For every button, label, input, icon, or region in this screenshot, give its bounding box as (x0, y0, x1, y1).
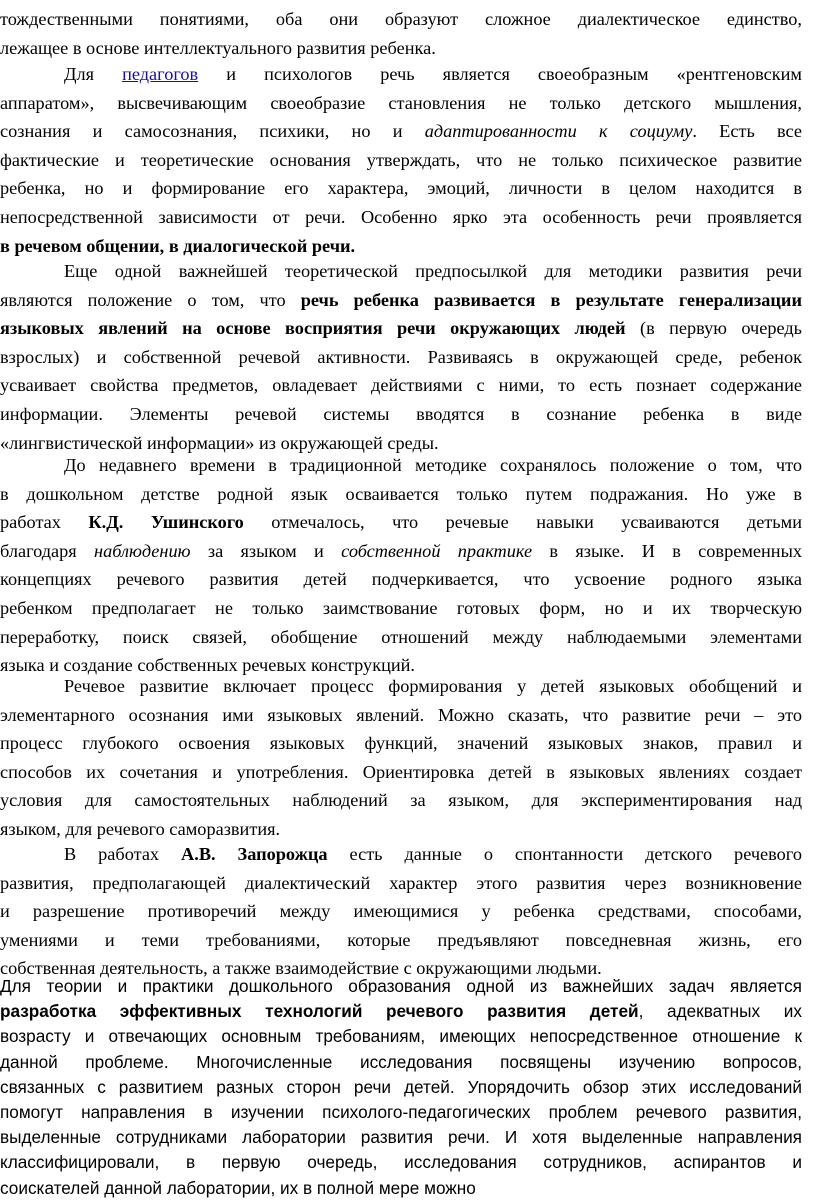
text-line (0, 1024, 802, 1049)
text-line (0, 1150, 802, 1175)
text-line (64, 258, 802, 285)
text-line (0, 90, 802, 117)
text-run: непосредственной зависимости от речи. Особенно ярко эта особенность речи проявляется (0, 207, 802, 227)
text-run: помогут направления в изучении психолого-педагогических проблем речевого развития, (0, 1102, 802, 1122)
bold-text: в речевом общении, в диалогической речи. (0, 235, 356, 256)
text-run: возрасту и отвечающих основным требованиям, имеющих непосредственное отношение к (0, 1026, 802, 1047)
italic-text: собственной практике (341, 540, 533, 561)
text-run: ребенком предполагает не только заимствование готовых форм, но и их творческую (0, 598, 802, 618)
text-run: языка и создание собственных речевых конструкций. (0, 655, 416, 676)
bold-text: языковых явлений на основе восприятия речи окружающих людей (0, 318, 626, 339)
text-line (0, 344, 802, 371)
text-run: переработку, поиск связей, обобщение отношений между наблюдаемыми элементами (0, 626, 802, 647)
text-line (0, 35, 802, 62)
text-run: умениями и теми требованиями, которые предъявляют повседневная жизнь, его (0, 929, 802, 950)
text-line (0, 624, 802, 651)
bold-text: речь ребенка развивается в результате генерализации (300, 289, 802, 310)
text-line (0, 538, 802, 565)
text-line (0, 730, 802, 757)
text-run: взрослых) и собственной речевой активности. Развиваясь в окружающей среде, ребенок (0, 346, 802, 367)
text-run: фактические и теоретические основания утверждать, что не только психическое развитие (0, 149, 802, 170)
text-line (0, 118, 802, 145)
italic-text: адаптированности к социуму (424, 121, 693, 142)
text-run: Речевое развитие включает процесс формирования у детей языковых обобщений и (64, 676, 802, 696)
text-run: (в первую очередь (625, 318, 802, 339)
text-line (0, 147, 802, 174)
text-line (0, 870, 802, 897)
text-run: собственная деятельность, а также взаимодействие с окружающими людьми. (0, 958, 602, 979)
text-run: отмечалось, что речевые навыки усваиваются детьми (243, 512, 802, 533)
text-run: и психологов речь является своеобразным «рентгеновским (198, 64, 802, 84)
text-run: сознания и самосознания, психики, но и (0, 121, 425, 142)
text-run: Для (64, 64, 123, 84)
text-run: Еще одной важнейшей теоретической предпосылкой для методики развития речи (64, 261, 802, 281)
text-line (0, 509, 802, 536)
text-run: и разрешение противоречий между имеющимися у ребенка средствами, способами, (0, 901, 802, 922)
text-line (64, 61, 802, 88)
text-line (0, 759, 802, 786)
text-line (0, 787, 802, 814)
text-run: языком, для речевого саморазвития. (0, 819, 281, 839)
text-run: являются положение о том, что (0, 289, 301, 310)
text-run: данной проблеме. Многочисленные исследования посвящены изучению вопросов, (0, 1051, 802, 1072)
text-run: работах (0, 512, 89, 533)
text-line (0, 1075, 802, 1100)
text-line (0, 6, 802, 33)
text-run: тождественными понятиями, оба они образуют сложное диалектическое единство, (0, 9, 802, 29)
text-line (0, 372, 802, 399)
text-line (0, 1125, 802, 1150)
text-run: информации. Элементы речевой системы вводятся в сознание ребенка в виде (0, 404, 802, 424)
text-run: «лингвистической информации» из окружающей среды. (0, 432, 439, 453)
text-run: развития, предполагающей диалектический характер этого развития через возникновение (0, 872, 802, 893)
text-line (0, 287, 802, 314)
text-line (0, 566, 802, 593)
text-line (64, 841, 802, 868)
text-run: за языком и (190, 540, 342, 561)
text-line (0, 1100, 802, 1125)
text-run: выделенные сотрудниками лаборатории развития речи. И хотя выделенные направления (0, 1127, 802, 1148)
text-line (0, 233, 802, 260)
text-line (0, 315, 802, 342)
text-run: концепциях речевого развития детей подчеркивается, что усвоение родного языка (0, 569, 802, 590)
text-line (0, 595, 802, 622)
text-line (0, 702, 802, 729)
text-line (0, 481, 802, 508)
text-line (0, 816, 802, 843)
text-run: Для теории и практики дошкольного образования одной из важнейших задач является (0, 976, 802, 996)
text-run: усваивает свойства предметов, овладевает действиями с ними, то есть познает содержание (0, 375, 802, 396)
text-run: элементарного осознания ими языковых явлений. Можно сказать, что развитие речи – это (0, 704, 802, 725)
text-run: ребенка, но и формирование его характера, эмоций, личности в целом находится в (0, 178, 802, 199)
text-run: соискателей данной лаборатории, их в полной мере можно (0, 1177, 476, 1198)
bold-text: А.В. Запорожца (181, 844, 328, 864)
text-run: условия для самостоятельных наблюдений за языком, для экспериментирования над (0, 790, 802, 811)
text-line (0, 999, 802, 1024)
text-line (0, 401, 802, 428)
text-run: связанных с развитием разных сторон речи детей. Упорядочить обзор этих исследований (0, 1076, 802, 1097)
bold-text: К.Д. Ушинского (88, 512, 244, 533)
text-line (0, 1176, 802, 1201)
italic-text: наблюдению (94, 540, 191, 561)
text-run: способов их сочетания и употребления. Ориентировка детей в языковых явлениях создает (0, 761, 802, 782)
text-line (64, 673, 802, 700)
text-line (0, 927, 802, 954)
text-line (0, 898, 802, 925)
text-run: благодаря (0, 540, 95, 561)
text-run: аппаратом», высвечивающим своеобразие становления не только детского мышления, (0, 92, 802, 113)
text-run: есть данные о спонтанности детского речевого (327, 844, 802, 864)
text-run: процесс глубокого освоения языковых функций, значений языковых знаков, правил и (0, 733, 802, 754)
text-line (0, 204, 802, 231)
text-run: В работах (64, 844, 182, 864)
text-run: классифицировали, в первую очередь, исследования сотрудников, аспирантов и (0, 1152, 802, 1173)
link-pedagogues[interactable]: педагогов (122, 64, 199, 84)
text-line (64, 452, 802, 479)
text-line (0, 974, 802, 999)
text-run: , адекватных их (638, 1001, 802, 1022)
text-run: в дошкольном детстве родной язык осваивается только путем подражания. Но уже в (0, 483, 802, 504)
text-run: . Есть все (692, 121, 803, 142)
text-line (0, 1050, 802, 1075)
bold-text: разработка эффективных технологий речевого развития детей (0, 1001, 639, 1022)
text-run: лежащее в основе интеллектуального развития ребенка. (0, 37, 436, 58)
text-line (0, 175, 802, 202)
text-run: в языке. И в современных (532, 540, 802, 561)
text-run: До недавнего времени в традиционной методике сохранялось положение о том, что (64, 455, 802, 475)
